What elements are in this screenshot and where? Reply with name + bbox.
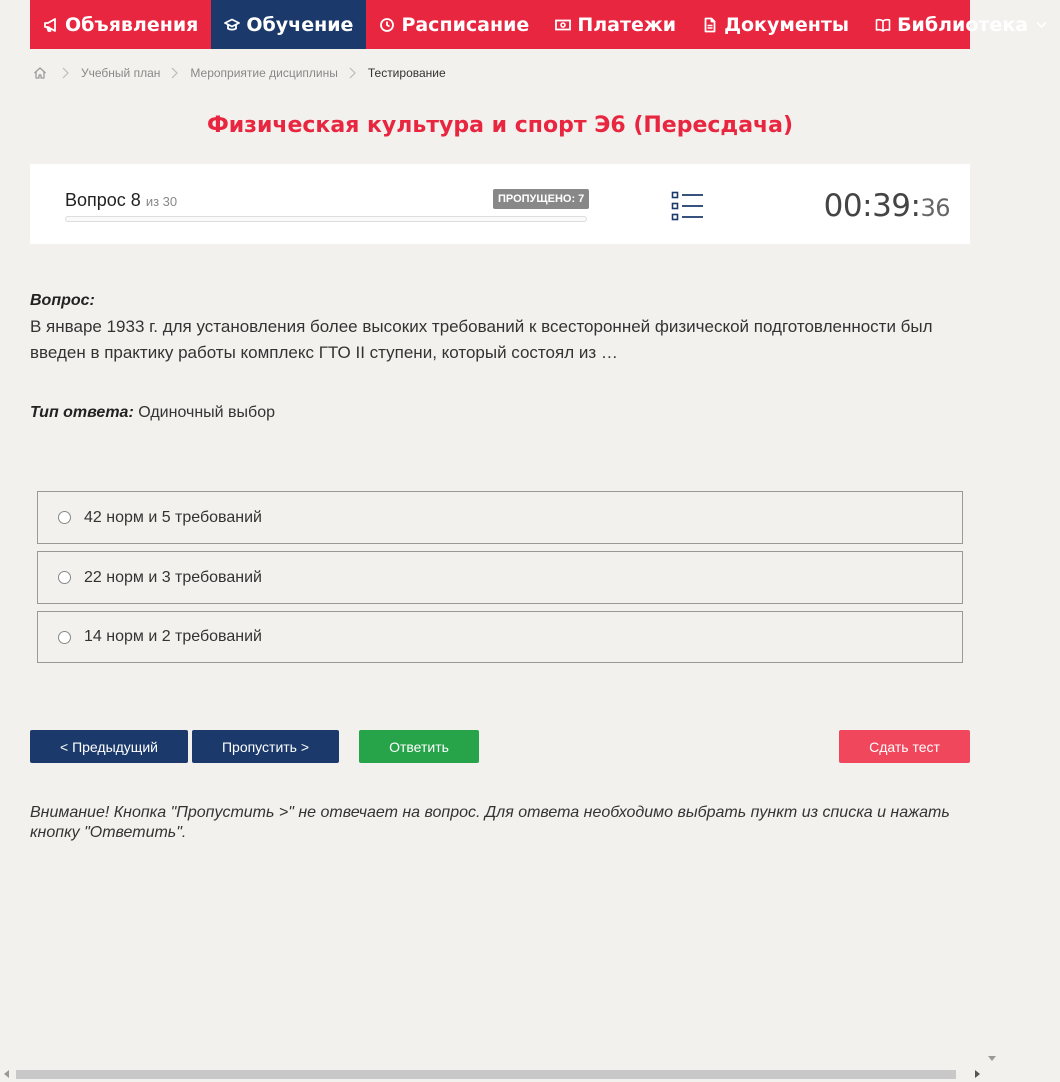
answer-type [30,404,275,422]
nav-item-label: Расписание [401,13,530,36]
submit-test-button[interactable]: Сдать тест [839,730,970,763]
breadcrumb-curriculum[interactable]: Учебный план [81,66,161,80]
nav-item-library[interactable] [862,0,1060,49]
nav-item-label: Платежи [577,13,677,36]
clock-icon [379,17,395,33]
answer-button[interactable]: Ответить [359,730,479,763]
skipped-badge: ПРОПУЩЕНО: 7 [493,189,589,209]
nav-item-label: Объявления [65,13,199,36]
nav-item-payments[interactable] [542,0,689,49]
radio-button[interactable] [58,631,71,644]
answer-option-text: 22 норм и 3 требований [84,568,262,586]
progress-bar [65,216,587,222]
answer-option-3[interactable] [37,611,963,663]
timer-hours-minutes: 00:39: [823,188,921,224]
answer-option-2[interactable] [37,551,963,604]
scroll-right-arrow-icon[interactable] [975,1070,980,1078]
timer [824,188,950,224]
breadcrumb [33,62,446,84]
document-icon [702,17,718,33]
chevron-down-icon [1036,21,1047,29]
question-panel [30,164,970,244]
question-number: Вопрос 8 [65,190,141,210]
breadcrumb-testing: Тестирование [367,66,446,80]
scroll-down-arrow-icon[interactable] [988,1056,996,1061]
page-title: Физическая культура и спорт Э6 (Пересдача) [206,113,794,138]
chevron-right-icon [62,67,70,79]
radio-button[interactable] [58,511,71,524]
radio-button[interactable] [58,571,71,584]
nav-item-schedule[interactable] [366,0,542,49]
list-icon[interactable] [671,191,704,221]
chevron-right-icon [171,67,179,79]
megaphone-icon [43,17,59,33]
book-icon [875,17,891,33]
horizontal-scrollbar[interactable] [0,1066,986,1082]
nav-item-learning[interactable] [211,0,366,49]
question-text: В январе 1933 г. для установления более высоких требований к всесторонней физической подготовленности был введен в практику работы комплекс ГТО II ступени, который состоял из … [30,317,933,362]
nav-item-label: Документы [724,13,850,36]
home-icon[interactable] [33,66,47,80]
answer-type-label: Тип ответа: [30,404,134,421]
breadcrumb-discipline-event[interactable]: Мероприятие дисциплины [190,66,338,80]
chevron-right-icon [349,67,357,79]
timer-seconds: 36 [920,194,950,222]
nav-item-label: Обучение [246,13,354,36]
skip-button[interactable]: Пропустить > [192,730,339,763]
previous-button[interactable]: < Предыдущий [30,730,188,763]
top-navigation [30,0,1029,49]
nav-item-announcements[interactable] [30,0,211,49]
answer-option-1[interactable] [37,491,963,544]
question-total: из 30 [145,194,178,209]
scrollbar-thumb[interactable] [16,1070,956,1079]
nav-item-documents[interactable] [689,0,862,49]
answer-option-text: 14 норм и 2 требований [84,628,262,645]
money-icon [555,17,571,33]
nav-item-label: Библиотека [897,13,1029,36]
scroll-left-arrow-icon[interactable] [4,1070,9,1078]
answer-type-value: Одиночный выбор [138,404,275,421]
question-label: Вопрос: [30,292,95,309]
answer-option-text: 42 норм и 5 требований [84,508,262,526]
warning-text: Внимание! Кнопка "Пропустить >" не отвечает на вопрос. Для ответа необходимо выбрать пункт из списка и нажать кнопку "Ответить". [30,804,950,841]
graduation-cap-icon [224,17,240,33]
question-counter [65,190,177,211]
